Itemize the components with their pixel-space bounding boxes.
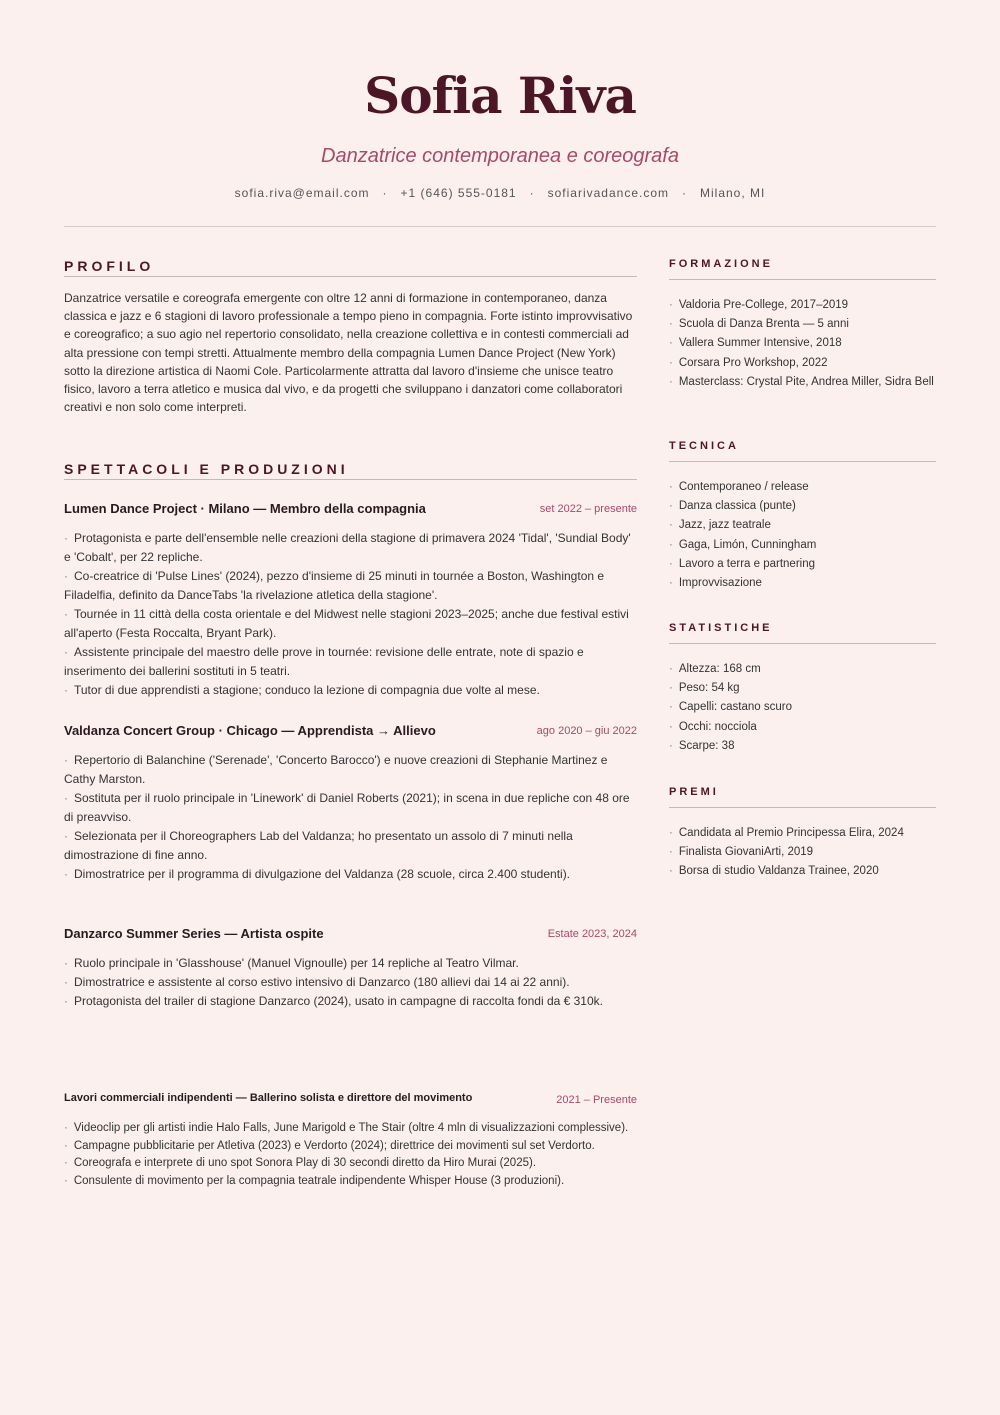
education-list [669,296,936,392]
contact-website: sofiarivadance.com [547,186,669,200]
list-item: · Danza classica (punte) [669,497,936,516]
list-item: · Candidata al Premio Principessa Elira, 2024 [669,824,936,843]
job-header [64,1092,637,1112]
header-divider [64,226,936,227]
job-bullets [64,529,637,700]
contact-phone: +1 (646) 555-0181 [400,186,517,200]
job-date: 2021 – Presente [556,1094,637,1106]
profile-text: Danzatrice versatile e coreografa emergente con oltre 12 anni di formazione in contemporaneo, danza classica e jazz e 6 stagioni di lavoro professionale a tempo pieno in compagnia. Forte istinto improvvisativo e coreografico; a suo agio nel repertorio consolidato, nella creazione collettiva e in contesti commerciali ad alta pressione con tempi stretti. Attualmente membro della compagnia Lumen Dance Project (New York) sotto la direzione artistica di Naomi Cole. Particolarmente attratta dal lavoro d'insieme che unisce teatro fisico, lavoro a terra atletico e musica dal vivo, e da progetti che sviluppano i danzatori come collaboratori creativi e non solo come interpreti. [64,291,633,415]
list-item: · Scarpe: 38 [669,737,936,756]
job-date: ago 2020 – giu 2022 [536,725,637,737]
job-title: Danzarco Summer Series — Artista ospite [64,926,324,941]
job-date: set 2022 – presente [539,503,637,515]
list-item: · Gaga, Limón, Cunningham [669,536,936,555]
job-bullet: · Videoclip per gli artisti indie Halo Falls, June Marigold e The Stair (oltre 4 mln di visualizzazioni complessive). [64,1120,637,1138]
job-bullet: · Tutor di due apprendisti a stagione; conduco la lezione di compagnia due volte al mese. [64,681,637,700]
job-bullet: · Sostituta per il ruolo principale in 'Linework' di Daniel Roberts (2021); in scena in due repliche con 48 ore di preavviso. [64,789,637,827]
job-bullet: · Protagonista e parte dell'ensemble nelle creazioni della stagione di primavera 2024 'Tidal', 'Sundial Body' e 'Cobalt', per 22 repliche. [64,529,637,567]
technique-list [669,478,936,593]
contact-location: Milano, MI [700,186,766,200]
stats-list [669,660,936,756]
job-header [64,926,637,946]
profile-heading: PROFILO [64,258,637,277]
job-date: Estate 2023, 2024 [547,928,637,940]
contact-separator: · [682,186,687,200]
job-bullet: · Campagne pubblicitarie per Atletiva (2023) e Verdorto (2024); direttrice dei movimenti sul set Verdorto. [64,1138,637,1156]
candidate-subtitle: Danzatrice contemporanea e coreografa [321,145,679,167]
job-bullet: · Ruolo principale in 'Glasshouse' (Manuel Vignoulle) per 14 repliche al Teatro Vilmar. [64,954,637,973]
job-bullet: · Coreografa e interprete di uno spot Sonora Play di 30 secondi diretto da Hiro Murai (2025). [64,1155,637,1173]
shows-heading: SPETTACOLI E PRODUZIONI [64,461,637,480]
contact-separator: · [529,186,535,200]
contact-separator: · [382,186,388,200]
job-bullets [64,1120,637,1190]
job-bullet: · Protagonista del trailer di stagione Danzarco (2024), usato in campagne di raccolta fondi da € 310k. [64,992,637,1011]
list-item: · Scuola di Danza Brenta — 5 anni [669,315,936,334]
education-heading: FORMAZIONE [669,258,936,280]
list-item: · Occhi: nocciola [669,718,936,737]
job-bullet: · Co-creatrice di 'Pulse Lines' (2024), pezzo d'insieme di 25 minuti in tournée a Boston, Washington e Filadelfia, definito da DanceTabs 'la rivelazione atletica della stagione'. [64,567,637,605]
job-bullet: · Dimostratrice e assistente al corso estivo intensivo di Danzarco (180 allievi dai 14 ai 22 anni). [64,973,637,992]
job-bullet: · Assistente principale del maestro delle prove in tournée: revisione delle entrate, note di spazio e inserimento dei ballerini sostituti in 5 teatri. [64,643,637,681]
job-bullet: · Consulente di movimento per la compagnia teatrale indipendente Whisper House (3 produzioni). [64,1173,637,1191]
job-bullet: · Selezionata per il Choreographers Lab del Valdanza; ho presentato un assolo di 7 minuti nella dimostrazione di fine anno. [64,827,637,865]
list-item: · Borsa di studio Valdanza Trainee, 2020 [669,862,936,881]
job-bullets [64,751,637,884]
list-item: · Vallera Summer Intensive, 2018 [669,334,936,353]
awards-list [669,824,936,882]
list-item: · Masterclass: Crystal Pite, Andrea Miller, Sidra Bell [669,373,936,392]
job-bullet: · Repertorio di Balanchine ('Serenade', 'Concerto Barocco') e nuove creazioni di Stephanie Martinez e Cathy Marston. [64,751,637,789]
contact-email: sofia.riva@email.com [234,186,370,200]
contact-line [0,186,1000,200]
stats-heading: STATISTICHE [669,622,936,644]
list-item: · Peso: 54 kg [669,679,936,698]
job-title: Lumen Dance Project · Milano — Membro della compagnia [64,501,426,516]
list-item: · Contemporaneo / release [669,478,936,497]
candidate-name: Sofia Riva [364,66,636,125]
list-item: · Finalista GiovaniArti, 2019 [669,843,936,862]
list-item: · Corsara Pro Workshop, 2022 [669,354,936,373]
awards-heading: PREMI [669,786,936,808]
job-bullet: · Tournée in 11 città della costa orientale e del Midwest nelle stagioni 2023–2025; anche due festival estivi all'aperto (Festa Roccalta, Bryant Park). [64,605,637,643]
job-bullet: · Dimostratrice per il programma di divulgazione del Valdanza (28 scuole, circa 2.400 studenti). [64,865,637,884]
list-item: · Improvvisazione [669,574,936,593]
technique-heading: TECNICA [669,440,936,462]
job-title: Valdanza Concert Group · Chicago — Apprendista → Allievo [64,723,436,738]
list-item: · Altezza: 168 cm [669,660,936,679]
list-item: · Valdoria Pre-College, 2017–2019 [669,296,936,315]
job-header [64,501,637,521]
job-header [64,723,637,743]
job-title: Lavori commerciali indipendenti — Ballerino solista e direttore del movimento [64,1092,473,1104]
list-item: · Lavoro a terra e partnering [669,555,936,574]
job-bullets [64,954,637,1011]
list-item: · Jazz, jazz teatrale [669,516,936,535]
list-item: · Capelli: castano scuro [669,698,936,717]
